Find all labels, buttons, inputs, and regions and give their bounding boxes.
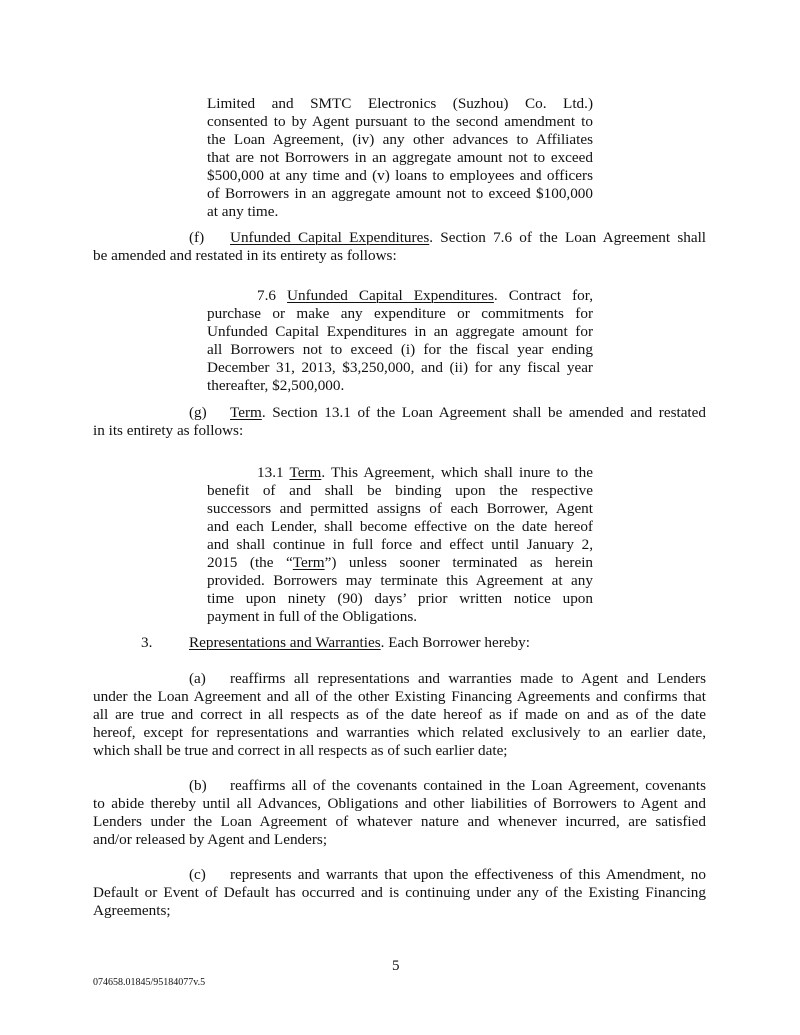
quote-line: benefit of and shall be binding upon the respective: [207, 482, 593, 499]
quote-line: [257, 464, 593, 482]
quote-line: that are not Borrowers in an aggregate amount not to exceed: [207, 149, 593, 166]
section-heading: Term: [289, 464, 322, 481]
section-text: . Each Borrower hereby:: [380, 634, 530, 651]
quote-text: . This Agreement, which shall inure to the: [321, 464, 593, 481]
item-line: Agreements;: [93, 902, 171, 919]
item-line: Lenders under the Loan Agreement of whatever nature and whenever incurred, are satisfied: [93, 813, 706, 830]
quote-line: [207, 554, 593, 572]
quote-line: $500,000 at any time and (v) loans to employees and officers: [207, 167, 593, 184]
defined-term: Term: [292, 554, 325, 571]
quote-line: thereafter, $2,500,000.: [207, 377, 345, 394]
page-number: 5: [392, 958, 400, 974]
item-line: all are true and correct in all respects as of the date hereof as if made on and as of the date: [93, 706, 706, 723]
paragraph-line: [230, 404, 706, 422]
item-label: (c): [189, 866, 206, 883]
quote-line: consented to by Agent pursuant to the second amendment to: [207, 113, 593, 130]
quote-line: Limited and SMTC Electronics (Suzhou) Co. Ltd.): [207, 95, 593, 112]
paragraph-line: [230, 229, 706, 247]
quote-line: successors and permitted assigns of each Borrower, Agent: [207, 500, 593, 517]
quote-line: December 31, 2013, $3,250,000, and (ii) for any fiscal year: [207, 359, 593, 376]
paragraph-line: in its entirety as follows:: [93, 422, 244, 439]
item-label: (b): [189, 777, 207, 794]
document-id: 074658.01845/95184077v.5: [93, 977, 206, 988]
item-line: and/or released by Agent and Lenders;: [93, 831, 328, 848]
item-label: (a): [189, 670, 206, 687]
item-line: Default or Event of Default has occurred and is continuing under any of the Existing Financing: [93, 884, 706, 901]
item-line: which shall be true and correct in all respects as of such earlier date;: [93, 742, 508, 759]
quote-line: purchase or make any expenditure or commitments for: [207, 305, 593, 322]
item-line: represents and warrants that upon the effectiveness of this Amendment, no: [230, 866, 706, 883]
paragraph-text: . Section 7.6 of the Loan Agreement shall: [429, 229, 707, 246]
item-line: reaffirms all of the covenants contained in the Loan Agreement, covenants: [230, 777, 706, 794]
paragraph-text: . Section 13.1 of the Loan Agreement shall be amended and restated: [261, 404, 706, 421]
section-number: 7.6: [257, 287, 276, 304]
quote-line: provided. Borrowers may terminate this Agreement at any: [207, 572, 593, 589]
quote-line: of Borrowers in an aggregate amount not to exceed $100,000: [207, 185, 593, 202]
paragraph-line: be amended and restated in its entirety as follows:: [93, 247, 397, 264]
quote-line: and shall continue in full force and effect until January 2,: [207, 536, 593, 553]
quote-line: time upon ninety (90) days’ prior written notice upon: [207, 590, 593, 607]
quote-line: Unfunded Capital Expenditures in an aggregate amount for: [207, 323, 593, 340]
quote-line: payment in full of the Obligations.: [207, 608, 418, 625]
paragraph-label: (g): [189, 404, 207, 421]
section-heading: Unfunded Capital Expenditures: [230, 229, 430, 246]
section-heading: Term: [230, 404, 262, 421]
item-line: hereof, except for representations and warranties which related exclusively to an earlier date,: [93, 724, 706, 741]
quote-line: and each Lender, shall become effective on the date hereof: [207, 518, 593, 535]
item-line: under the Loan Agreement and all of the other Existing Financing Agreements and confirms that: [93, 688, 706, 705]
item-line: reaffirms all representations and warranties made to Agent and Lenders: [230, 670, 706, 687]
quote-line: all Borrowers not to exceed (i) for the fiscal year ending: [207, 341, 593, 358]
section-number: 13.1: [257, 464, 284, 481]
quote-line: at any time.: [207, 203, 279, 220]
paragraph-label: (f): [189, 229, 205, 246]
section-number: 3.: [141, 634, 153, 651]
quote-line: [257, 287, 593, 305]
quote-text: 2015 (the “: [207, 554, 293, 571]
quote-line: the Loan Agreement, (iv) any other advances to Affiliates: [207, 131, 593, 148]
item-line: to abide thereby until all Advances, Obligations and other liabilities of Borrowers to Agent and: [93, 795, 706, 812]
quote-text: . Contract for,: [493, 287, 594, 304]
quote-text: ”) unless sooner terminated as herein: [324, 554, 594, 571]
section-heading-line: [189, 634, 530, 652]
section-heading: Unfunded Capital Expenditures: [287, 287, 494, 304]
section-heading: Representations and Warranties: [189, 634, 381, 651]
